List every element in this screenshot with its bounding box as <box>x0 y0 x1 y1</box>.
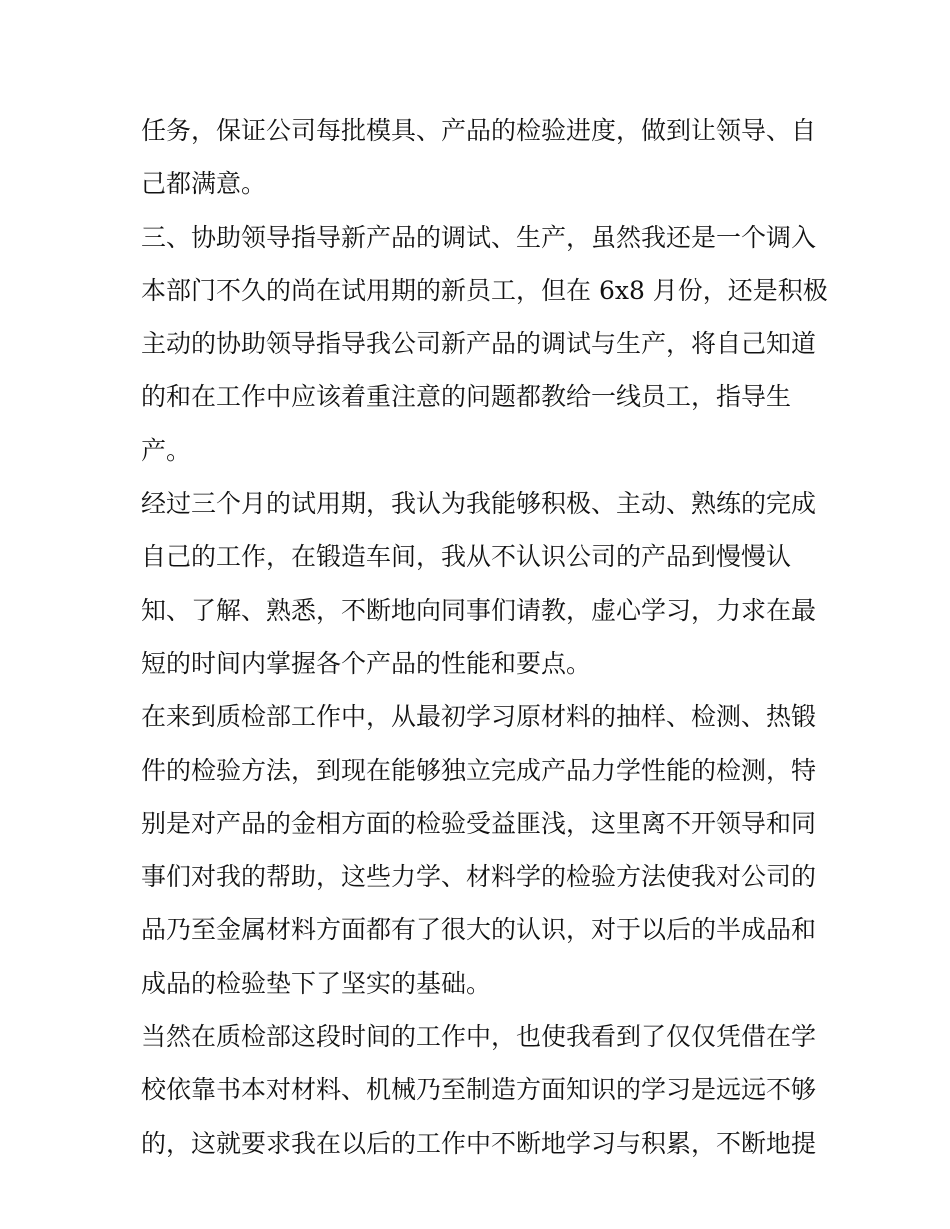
text-line: 三、协助领导指导新产品的调试、生产，虽然我还是一个调入 <box>141 222 817 252</box>
text-line: 的和在工作中应该着重注意的问题都教给一线员工，指导生 <box>141 382 792 412</box>
text-line: 自己的工作，在锻造车间，我从不认识公司的产品到慢慢认 <box>141 542 792 572</box>
text-line: 件的检验方法，到现在能够独立完成产品力学性能的检测，特 <box>141 755 817 785</box>
text-line: 短的时间内掌握各个产品的性能和要点。 <box>141 648 592 678</box>
text-line: 的，这就要求我在以后的工作中不断地学习与积累，不断地提 <box>141 1128 817 1158</box>
text-line: 在来到质检部工作中，从最初学习原材料的抽样、检测、热锻 <box>141 702 817 732</box>
text-line: 成品的检验垫下了坚实的基础。 <box>141 968 492 998</box>
text-line: 品乃至金属材料方面都有了很大的认识，对于以后的半成品和 <box>141 915 817 945</box>
text-line: 校依靠书本对材料、机械乃至制造方面知识的学习是远远不够 <box>141 1075 817 1105</box>
text-line: 产。 <box>141 435 192 465</box>
text-line: 任务，保证公司每批模具、产品的检验进度，做到让领导、自 <box>141 116 817 145</box>
text-line: 己都满意。 <box>141 169 267 199</box>
text-line: 知、了解、熟悉，不断地向同事们请教，虚心学习，力求在最 <box>141 595 817 625</box>
text-line: 经过三个月的试用期，我认为我能够积极、主动、熟练的完成 <box>141 489 817 519</box>
text-line: 本部门不久的尚在试用期的新员工，但在 6x8 月份，还是积极 <box>141 275 828 305</box>
document-body <box>141 104 828 1170</box>
text-line: 主动的协助领导指导我公司新产品的调试与生产，将自己知道 <box>141 329 817 359</box>
text-line: 当然在质检部这段时间的工作中，也使我看到了仅仅凭借在学 <box>141 1022 817 1052</box>
text-line: 事们对我的帮助，这些力学、材料学的检验方法使我对公司的 <box>141 862 817 892</box>
text-line: 别是对产品的金相方面的检验受益匪浅，这里离不开领导和同 <box>141 808 817 838</box>
